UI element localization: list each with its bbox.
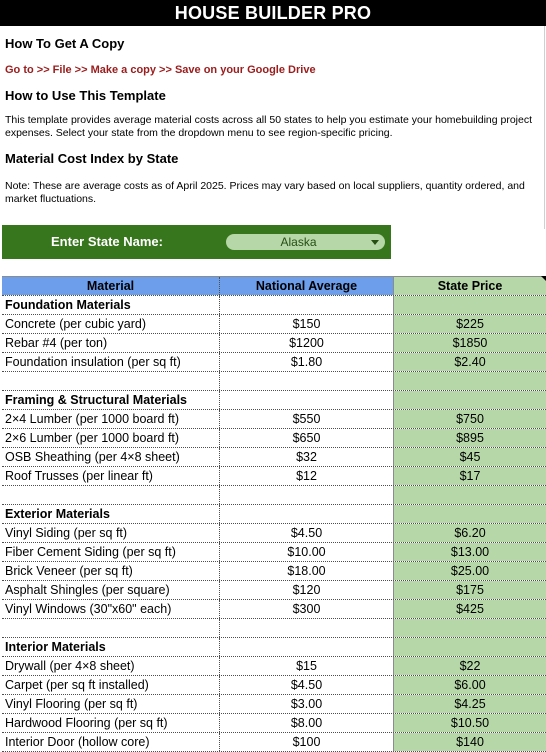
table-row (2, 676, 546, 695)
cell-material[interactable] (2, 619, 220, 637)
table-row (2, 448, 546, 467)
table-row (2, 714, 546, 733)
cell-material[interactable]: Vinyl Windows (30"x60" each) (2, 600, 220, 618)
table-row (2, 372, 546, 391)
material-cost-table (2, 276, 546, 752)
cell-national-average[interactable]: $1200 (220, 334, 394, 352)
cell-material[interactable]: Framing & Structural Materials (2, 391, 220, 409)
cell-state-price[interactable] (394, 619, 546, 637)
table-row (2, 524, 546, 543)
cell-material[interactable]: Interior Door (hollow core) (2, 733, 220, 751)
use-text[interactable]: This template provides average material costs across all 50 states to help you estimate your homebuilding project expenses. Select your state from the dropdown menu to see region-specific pricing. (5, 114, 533, 139)
cell-national-average[interactable] (220, 619, 394, 637)
cell-material[interactable]: Vinyl Siding (per sq ft) (2, 524, 220, 542)
cell-national-average[interactable] (220, 296, 394, 314)
cell-material[interactable]: 2×6 Lumber (per 1000 board ft) (2, 429, 220, 447)
table-row (2, 429, 546, 448)
header-state-price[interactable]: State Price (394, 277, 546, 295)
cell-state-price[interactable] (394, 372, 546, 390)
cell-material[interactable]: Vinyl Flooring (per sq ft) (2, 695, 220, 713)
intro-section (0, 26, 545, 229)
cell-state-price[interactable]: $175 (394, 581, 546, 599)
table-row (2, 695, 546, 714)
cell-material[interactable]: OSB Sheathing (per 4×8 sheet) (2, 448, 220, 466)
cell-state-price[interactable] (394, 486, 546, 504)
copy-instructions[interactable]: Go to >> File >> Make a copy >> Save on your Google Drive (5, 64, 316, 76)
cell-state-price[interactable]: $4.25 (394, 695, 546, 713)
use-heading[interactable]: How to Use This Template (5, 88, 166, 103)
table-row (2, 353, 546, 372)
table-row (2, 619, 546, 638)
cell-material[interactable] (2, 372, 220, 390)
cell-state-price[interactable]: $6.20 (394, 524, 546, 542)
cell-state-price[interactable]: $895 (394, 429, 546, 447)
cell-national-average[interactable] (220, 486, 394, 504)
cell-material[interactable]: Carpet (per sq ft installed) (2, 676, 220, 694)
cell-national-average[interactable] (220, 372, 394, 390)
cell-material[interactable]: Rebar #4 (per ton) (2, 334, 220, 352)
table-row (2, 334, 546, 353)
cell-state-price[interactable]: $13.00 (394, 543, 546, 561)
copy-heading[interactable]: How To Get A Copy (5, 36, 125, 51)
comment-indicator (541, 276, 546, 281)
cell-national-average[interactable]: $1.80 (220, 353, 394, 371)
cell-national-average[interactable]: $100 (220, 733, 394, 751)
cell-material[interactable]: Foundation Materials (2, 296, 220, 314)
cell-material[interactable]: Exterior Materials (2, 505, 220, 523)
cell-material[interactable]: 2×4 Lumber (per 1000 board ft) (2, 410, 220, 428)
cell-state-price[interactable]: $10.50 (394, 714, 546, 732)
state-selector-bar (2, 225, 391, 259)
table-row (2, 315, 546, 334)
cell-national-average[interactable]: $4.50 (220, 676, 394, 694)
note-text[interactable]: Note: These are average costs as of April 2025. Prices may vary based on local suppliers, quantity ordered, and market fluctuations. (5, 180, 525, 205)
cell-national-average[interactable]: $15 (220, 657, 394, 675)
table-row (2, 467, 546, 486)
cell-material[interactable] (2, 486, 220, 504)
cell-national-average[interactable]: $300 (220, 600, 394, 618)
header-national-average[interactable]: National Average (220, 277, 394, 295)
table-row (2, 486, 546, 505)
cell-national-average[interactable]: $32 (220, 448, 394, 466)
cell-national-average[interactable]: $120 (220, 581, 394, 599)
cell-national-average[interactable]: $8.00 (220, 714, 394, 732)
cell-national-average[interactable]: $12 (220, 467, 394, 485)
cell-material[interactable]: Asphalt Shingles (per square) (2, 581, 220, 599)
cell-material[interactable]: Concrete (per cubic yard) (2, 315, 220, 333)
cell-national-average[interactable] (220, 505, 394, 523)
cell-material[interactable]: Fiber Cement Siding (per sq ft) (2, 543, 220, 561)
cell-material[interactable]: Roof Trusses (per linear ft) (2, 467, 220, 485)
cell-state-price[interactable]: $750 (394, 410, 546, 428)
cell-national-average[interactable]: $550 (220, 410, 394, 428)
cell-national-average[interactable]: $150 (220, 315, 394, 333)
index-heading[interactable]: Material Cost Index by State (5, 151, 179, 166)
state-dropdown[interactable] (226, 234, 385, 250)
table-header-row (2, 276, 546, 296)
cell-material[interactable]: Interior Materials (2, 638, 220, 656)
state-dropdown-value: Alaska (280, 235, 317, 249)
category-row (2, 505, 546, 524)
cell-material[interactable]: Brick Veneer (per sq ft) (2, 562, 220, 580)
cell-state-price[interactable]: $45 (394, 448, 546, 466)
state-label: Enter State Name: (51, 234, 163, 249)
chevron-down-icon[interactable] (371, 240, 379, 245)
cell-state-price[interactable]: $6.00 (394, 676, 546, 694)
cell-national-average[interactable]: $10.00 (220, 543, 394, 561)
cell-state-price[interactable]: $22 (394, 657, 546, 675)
table-row (2, 562, 546, 581)
category-row (2, 638, 546, 657)
table-row (2, 657, 546, 676)
cell-state-price[interactable]: $17 (394, 467, 546, 485)
table-row (2, 581, 546, 600)
table-row (2, 733, 546, 752)
cell-state-price[interactable]: $1850 (394, 334, 546, 352)
cell-material[interactable]: Drywall (per 4×8 sheet) (2, 657, 220, 675)
cell-national-average[interactable]: $4.50 (220, 524, 394, 542)
cell-material[interactable]: Hardwood Flooring (per sq ft) (2, 714, 220, 732)
cell-state-price[interactable] (394, 391, 546, 409)
cell-national-average[interactable] (220, 638, 394, 656)
table-row (2, 600, 546, 619)
table-row (2, 410, 546, 429)
category-row (2, 296, 546, 315)
cell-state-price[interactable] (394, 638, 546, 656)
cell-national-average[interactable]: $650 (220, 429, 394, 447)
cell-state-price[interactable]: $25.00 (394, 562, 546, 580)
cell-state-price[interactable]: $225 (394, 315, 546, 333)
cell-national-average[interactable]: $3.00 (220, 695, 394, 713)
cell-national-average[interactable]: $18.00 (220, 562, 394, 580)
cell-national-average[interactable] (220, 391, 394, 409)
header-material[interactable]: Material (2, 277, 220, 295)
cell-state-price[interactable] (394, 296, 546, 314)
cell-material[interactable]: Foundation insulation (per sq ft) (2, 353, 220, 371)
cell-state-price[interactable] (394, 505, 546, 523)
cell-state-price[interactable]: $140 (394, 733, 546, 751)
category-row (2, 391, 546, 410)
cell-state-price[interactable]: $425 (394, 600, 546, 618)
sheet-title[interactable]: HOUSE BUILDER PRO (0, 0, 546, 26)
table-row (2, 543, 546, 562)
cell-state-price[interactable]: $2.40 (394, 353, 546, 371)
